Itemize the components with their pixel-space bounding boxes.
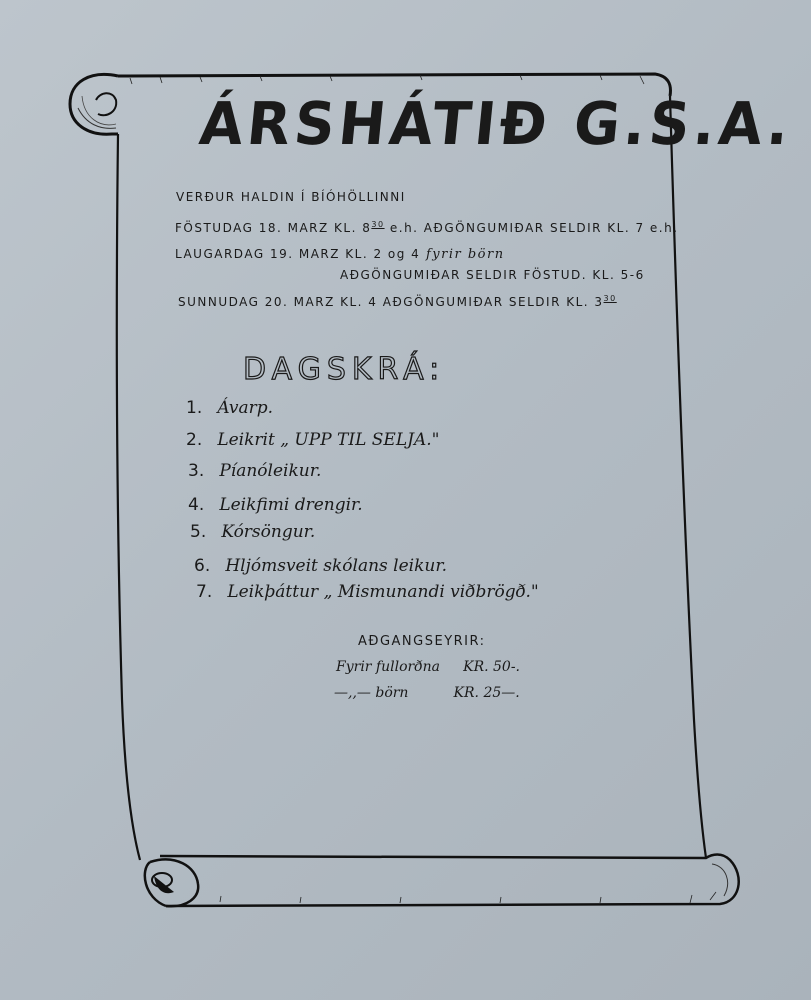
program-item-text: Píanóleikur. [219,461,322,481]
schedule-day: LAUGARDAG 19. MARZ KL. 2 og 4 [175,247,421,261]
program-item [186,430,439,450]
schedule-line-saturday [175,247,505,262]
schedule-rest: e.h. AÐGÖNGUMIÐAR SELDIR KL. 7 e.h. [384,221,679,235]
admission-price: KR. 25—. [453,685,520,701]
schedule-time-sup: 30 [603,294,617,303]
program-item-number: 4. [188,495,205,515]
program-item-text: Leikrit „ UPP TIL SELJA." [217,430,440,450]
program-item [186,398,273,418]
admission-row-adults [336,656,520,675]
program-item-number: 2. [186,430,203,450]
schedule-line-sunday [178,294,617,309]
scroll-left-edge [117,134,140,860]
program-item [190,522,315,542]
program-item-text: Leikþáttur „ Mismunandi viðbrögð." [227,582,539,602]
program-item-number: 3. [188,461,205,481]
program-heading: DAGSKRÁ: [243,352,446,387]
program-item-text: Kórsöngur. [221,522,316,542]
admission-who: Fyrir fullorðna [336,659,441,675]
poster-title: ÁRSHÁTIÐ G.S.A. [196,90,797,159]
scroll-right-edge [670,96,706,858]
schedule-line-friday [175,220,679,235]
schedule-day: SUNNUDAG 20. MARZ KL. 4 [178,295,378,309]
admission-price: KR. 50-. [463,659,521,675]
program-item-number: 7. [196,582,213,602]
program-item-number: 1. [186,398,203,418]
program-item-text: Hljómsveit skólans leikur. [225,556,448,576]
program-item-text: Leikfimi drengir. [219,495,363,515]
intro-text: VERÐUR HALDIN Í BÍÓHÖLLINNI [176,190,406,204]
admission-who: —,,— börn [334,685,409,701]
schedule-rest: AÐGÖNGUMIÐAR SELDIR FÖSTUD. KL. 5-6 [340,268,645,282]
admission-row-children [334,682,520,701]
program-item-number: 6. [194,556,211,576]
schedule-line-saturday-tickets [340,268,645,282]
schedule-rest: fyrir börn [420,247,505,262]
program-item-number: 5. [190,522,207,542]
program-item [188,495,363,515]
schedule-day: FÖSTUDAG 18. MARZ KL. 8 [175,221,372,235]
program-item [194,556,447,576]
schedule-rest: AÐGÖNGUMIÐAR SELDIR KL. 3 [377,295,604,309]
program-item-text: Ávarp. [217,398,274,418]
schedule-time-sup: 30 [371,220,385,229]
admission-heading: AÐGANGSEYRIR: [358,634,486,649]
program-item [196,582,539,602]
program-item [188,461,321,481]
